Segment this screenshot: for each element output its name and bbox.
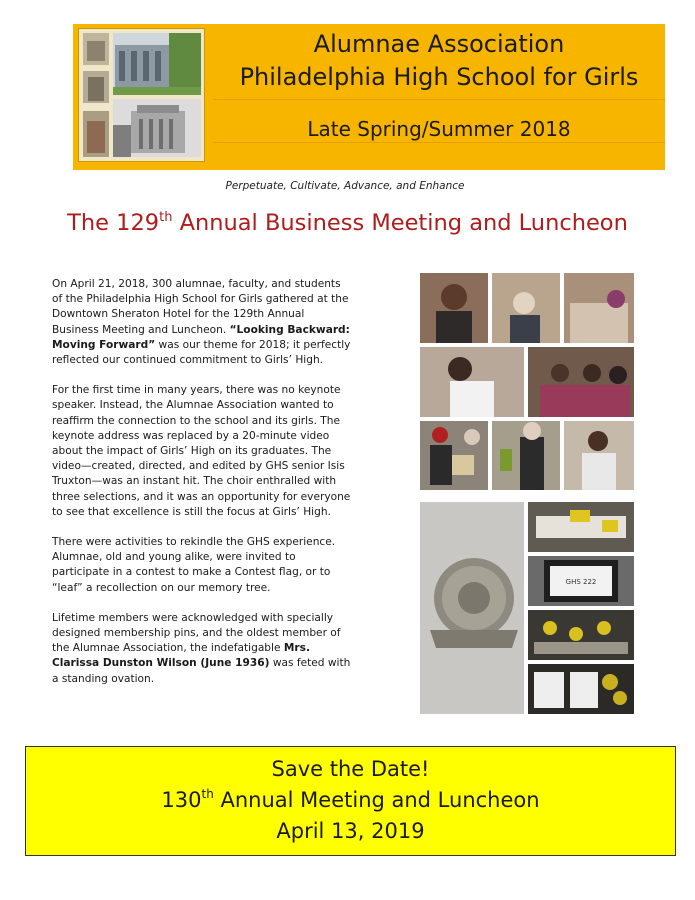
save-the-date-title: Save the Date! bbox=[271, 757, 430, 781]
plaque-label: GHS 222 bbox=[565, 578, 597, 586]
title-superscript: th bbox=[159, 210, 173, 225]
banner-title-line2: Philadelphia High School for Girls bbox=[239, 63, 639, 91]
banner-title-line1: Alumnae Association bbox=[313, 30, 565, 58]
title-text-tail: Annual Business Meeting and Luncheon bbox=[172, 210, 628, 236]
article-body bbox=[52, 277, 352, 702]
banner-edition: Late Spring/Summer 2018 bbox=[307, 117, 571, 141]
event-number: 130 bbox=[161, 788, 202, 812]
school-buildings-icon bbox=[79, 29, 204, 161]
theme-bold: “Looking Backward: Moving Forward” bbox=[52, 323, 350, 351]
banner-divider bbox=[213, 142, 665, 143]
page-title bbox=[0, 210, 695, 236]
honoree-bold: Mrs. Clarissa Dunston Wilson (June 1936) bbox=[52, 642, 310, 670]
paragraph-2: For the first time in many years, there was no keynote speaker. Instead, the Alumnae Association wanted to reaffirm the connection to the school and its girls. The keynote address was replaced by a 20-minute video about the impact of Girls’ High on its graduates. The video—created, directed, and edited by GHS senior Isis Truxton—was an instant hit. The choir enthralled with three selections, and it was an opportunity for everyone to see that excellence is still the focus at Girls’ High. bbox=[52, 384, 351, 518]
paragraph-3: There were activities to rekindle the GHS experience. Alumnae, old and young alike, were invited to participate in a contest to make a Contest flag, or to “leaf” a recollection on our memory tree. bbox=[52, 536, 336, 594]
paragraph-text: was our theme for 2018; it perfectly reflected our continued commitment to Girls’ High. bbox=[52, 338, 351, 367]
event-name: Annual Meeting and Luncheon bbox=[213, 788, 540, 812]
paragraph-text: On April 21, 2018, 300 alumnae, faculty, and students of the Philadelphia High School for Girls gathered at the Downtown Sheraton Hotel for the 129th Annual Business Meeting and Luncheon. bbox=[52, 278, 349, 336]
school-buildings-photo-collage bbox=[78, 28, 205, 162]
motto: Perpetuate, Cultivate, Advance, and Enhance bbox=[225, 180, 465, 192]
title-text: The 129 bbox=[67, 210, 160, 236]
paragraph-1 bbox=[52, 277, 352, 368]
luncheon-attendees-photo-collage bbox=[420, 273, 634, 490]
paragraph-text: was feted with a standing ovation. bbox=[52, 657, 351, 685]
save-the-date-box bbox=[25, 746, 676, 856]
membership-pin-and-table-photo-collage bbox=[420, 502, 634, 714]
event-superscript: th bbox=[201, 787, 214, 801]
save-the-date-date: April 13, 2019 bbox=[276, 819, 425, 843]
header-banner bbox=[73, 24, 665, 170]
paragraph-4 bbox=[52, 611, 352, 687]
banner-divider bbox=[213, 99, 665, 100]
luncheon-photos-icon bbox=[420, 273, 634, 490]
banner-title bbox=[213, 28, 665, 94]
paragraph-text: Lifetime members were acknowledged with specially designed membership pins, and the oldest member of the Alumnae Association, the indefatigable bbox=[52, 611, 341, 655]
pin-and-tables-icon bbox=[420, 502, 634, 714]
save-the-date-event bbox=[26, 786, 675, 814]
